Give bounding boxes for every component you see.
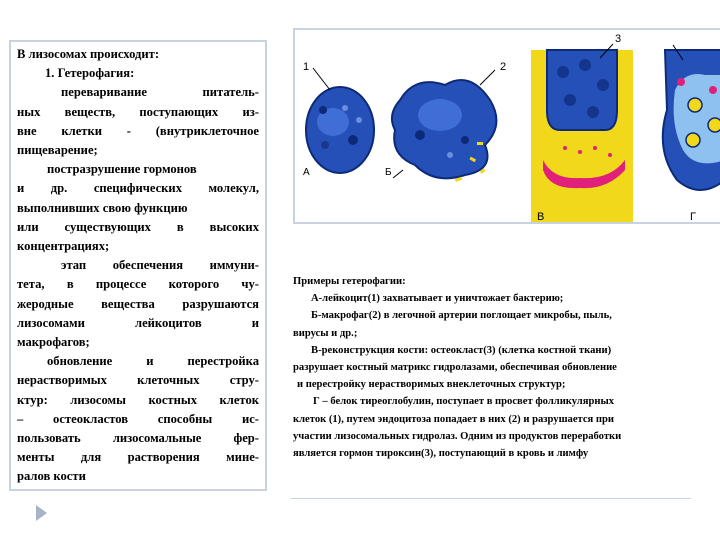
text-line: макрофагов; bbox=[17, 335, 90, 350]
panel-c-osteoclast bbox=[531, 44, 633, 224]
heterophagy-illustration bbox=[295, 30, 720, 224]
text-line: постразрушение гормонов bbox=[47, 162, 197, 177]
next-slide-arrow-icon[interactable] bbox=[36, 505, 47, 521]
text-line: и перестройку нерастворимых внеклеточных структур; bbox=[297, 379, 566, 391]
text-line: ктур: лизосомы костных клеток bbox=[17, 392, 259, 407]
heterophagy-figure bbox=[293, 28, 720, 224]
text-line: ралов кости bbox=[17, 469, 86, 484]
text-line: – остеокластов способны ис- bbox=[17, 411, 259, 426]
figure-label-g: Г bbox=[690, 211, 696, 223]
text-line: жеродные вещества разрушаются bbox=[17, 296, 259, 311]
text-line: пищеварение; bbox=[17, 143, 98, 158]
text-line: Г – белок тиреоглобулин, поступает в просвет фолликулярных bbox=[313, 396, 615, 408]
figure-label-v: В bbox=[537, 211, 545, 223]
text-line: разрушает костный матрикс гидролазами, обеспечивая обновление bbox=[293, 362, 617, 374]
panel-d-thyroid-follicle bbox=[663, 45, 720, 190]
figure-label-a: А bbox=[303, 167, 310, 178]
figure-label-1: 1 bbox=[303, 61, 310, 73]
text-line: лизосомами лейкоцитов и bbox=[17, 315, 259, 330]
text-line: 1. Гетерофагия: bbox=[45, 66, 135, 81]
text-line: участии лизосомальных гидролаз. Одним из продуктов переработки bbox=[293, 430, 622, 442]
text-line: вне клетки - (внутриклеточное bbox=[17, 123, 259, 138]
figure-label-3: 3 bbox=[615, 33, 622, 45]
text-line: менты для растворения мине- bbox=[17, 450, 259, 465]
text-line: является гормон тироксин(3), поступающий в кровь и лимфу bbox=[293, 448, 589, 460]
text-line: пользовать лизосомальные фер- bbox=[17, 431, 259, 446]
figure-label-b: Б bbox=[385, 167, 392, 178]
text-line: Б-макрофаг(2) в легочной артерии поглощает микробы, пыль, bbox=[311, 310, 612, 322]
divider-line bbox=[291, 498, 691, 499]
text-line: этап обеспечения иммуни- bbox=[61, 258, 259, 273]
text-line: клеток (1), путем эндоцитоза попадает в них (2) и разрушается при bbox=[293, 413, 615, 425]
text-line: В лизосомах происходит: bbox=[17, 47, 160, 61]
text-line: обновление и перестройка bbox=[47, 354, 259, 369]
heterophagy-examples bbox=[293, 273, 720, 462]
text-line: В-реконструкция кости: остеокласт(3) (клетка костной ткани) bbox=[311, 344, 612, 356]
text-line: нерастворимых клеточных стру- bbox=[17, 373, 259, 388]
panel-a-leukocyte bbox=[306, 68, 374, 173]
text-line: и др. специфических молекул, bbox=[17, 181, 259, 196]
heterophagy-text-box bbox=[9, 40, 267, 491]
text-line: ных веществ, поступающих из- bbox=[17, 104, 259, 119]
text-line: или существующих в высоких bbox=[17, 219, 259, 234]
text-line: переваривание питатель- bbox=[61, 85, 259, 100]
text-line: вирусы и др.; bbox=[293, 327, 358, 339]
text-line: концентрациях; bbox=[17, 239, 110, 254]
figure-label-2: 2 bbox=[500, 61, 507, 73]
text-line: Примеры гетерофагии: bbox=[293, 276, 406, 287]
text-line: выполнивших свою функцию bbox=[17, 200, 188, 215]
text-line: А-лейкоцит(1) захватывает и уничтожает бактерию; bbox=[311, 293, 564, 305]
panel-b-macrophage bbox=[392, 70, 496, 182]
text-line: тета, в процессе которого чу- bbox=[17, 277, 259, 292]
